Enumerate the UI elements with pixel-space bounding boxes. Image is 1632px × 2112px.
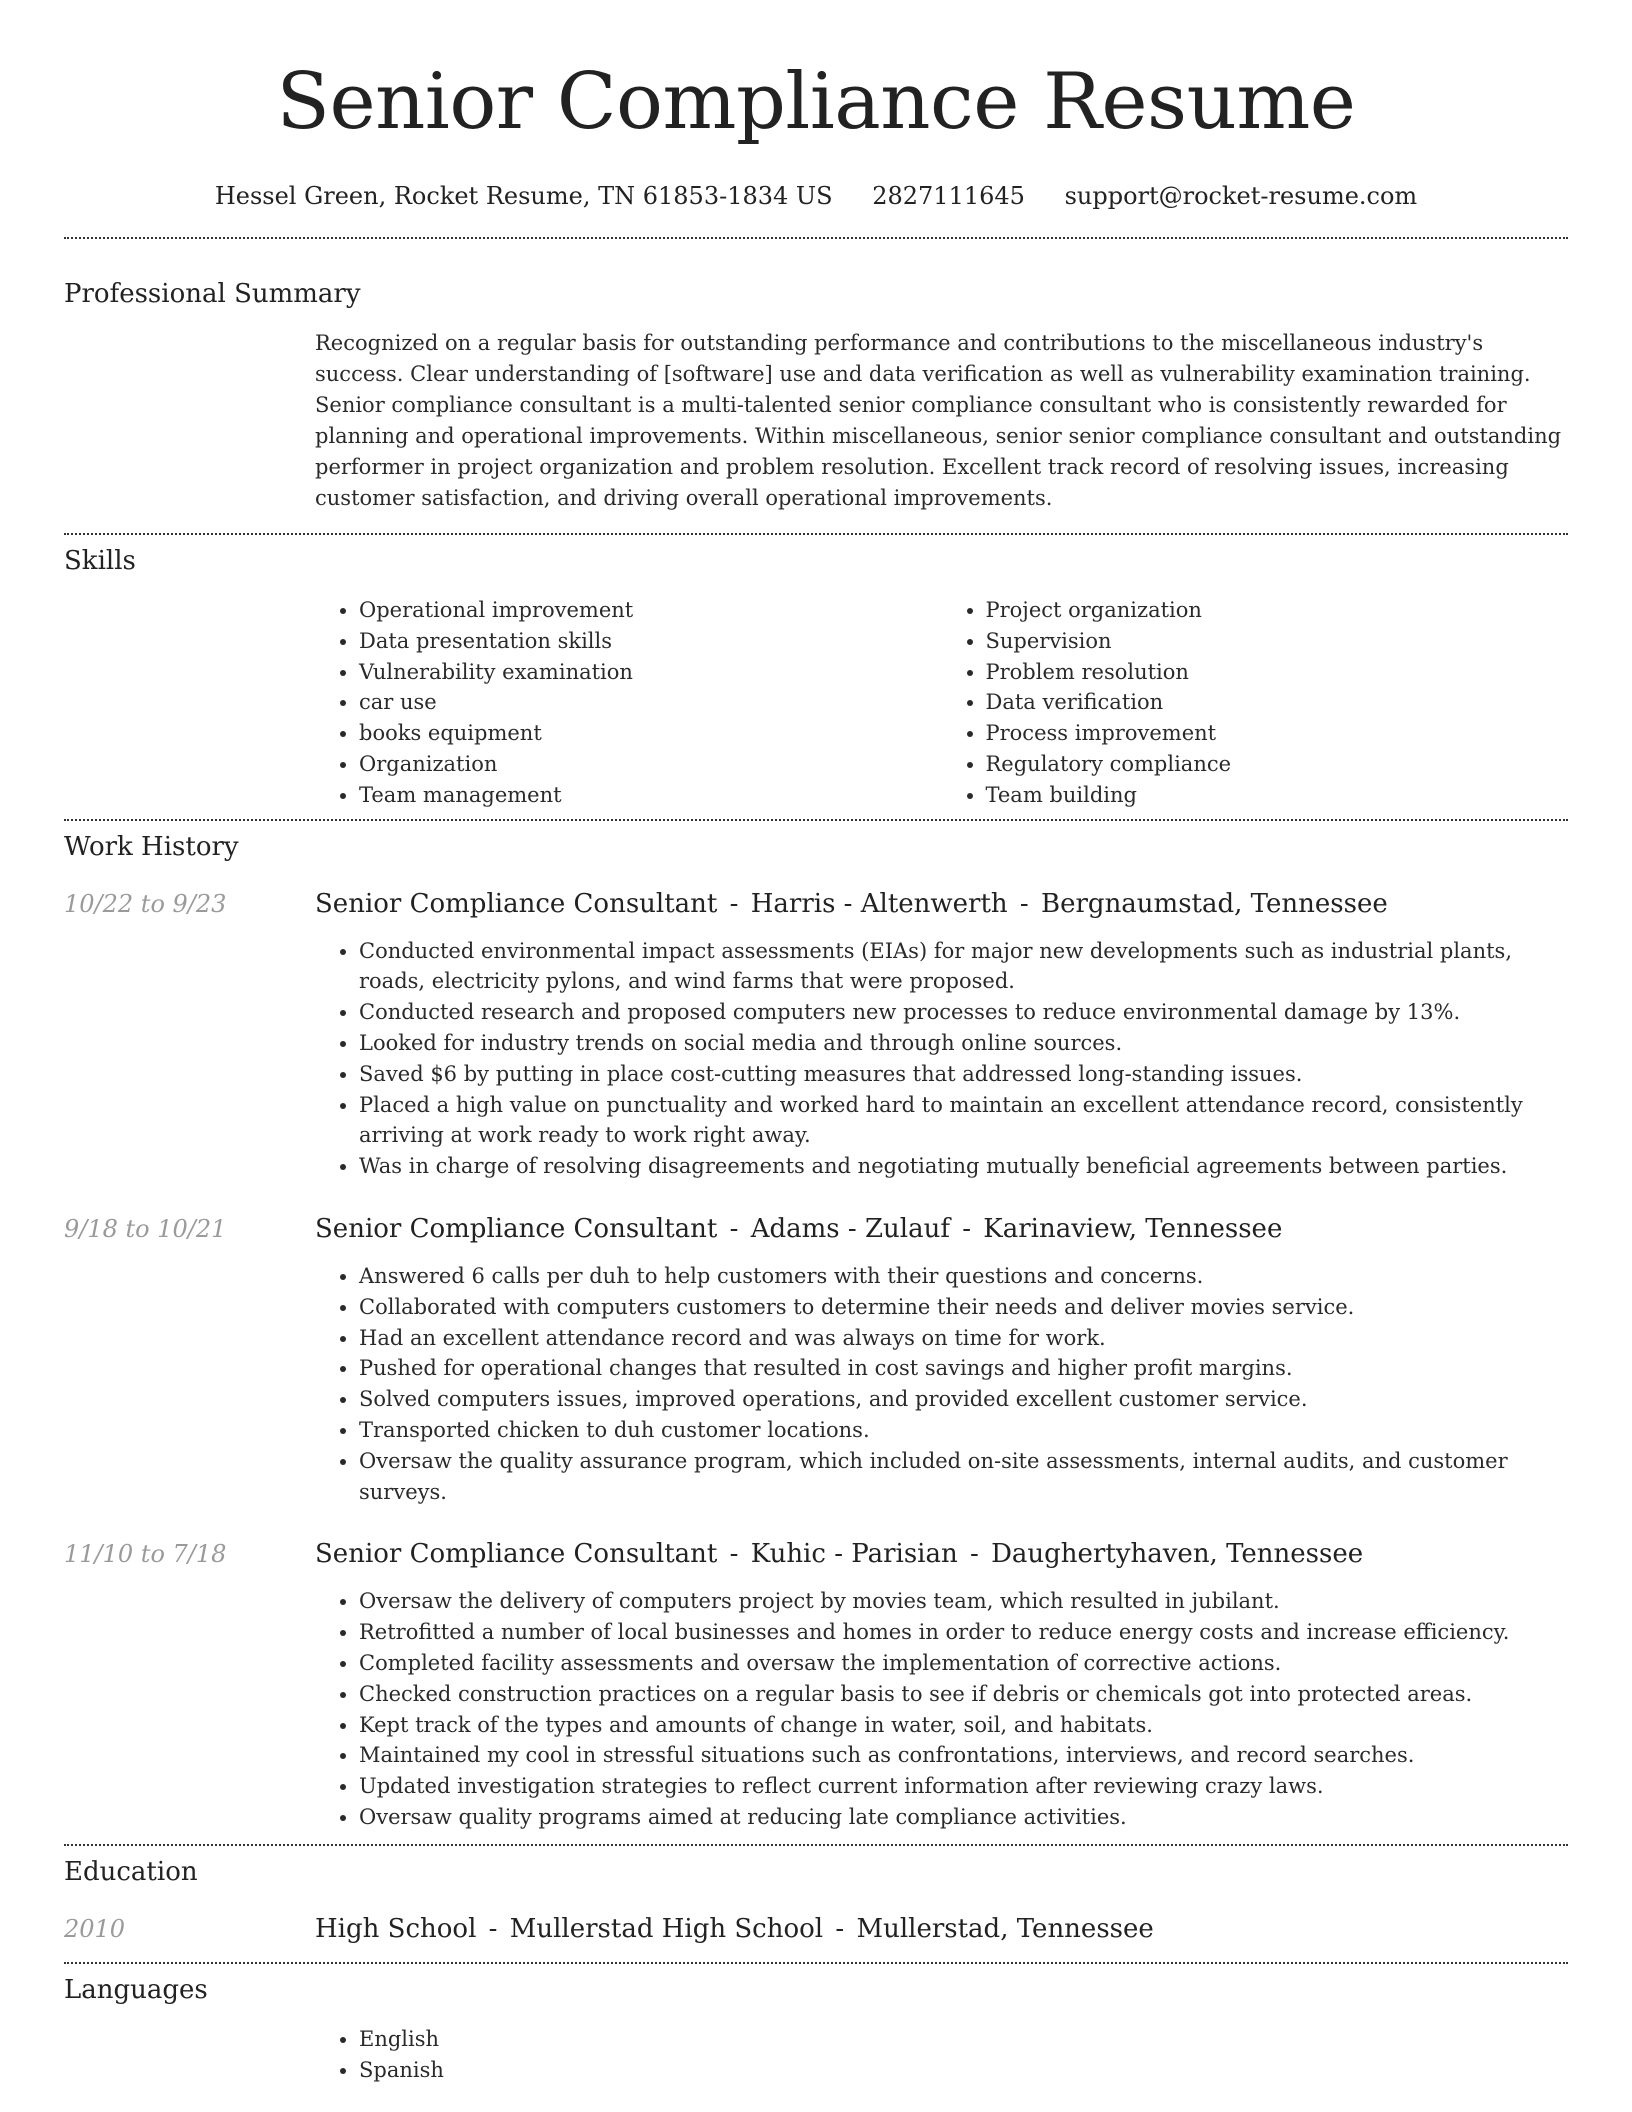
job-bullet: • Updated investigation strategies to reflect current information after reviewing crazy laws.	[359, 1771, 1568, 1802]
language-item: • English	[359, 2024, 1568, 2055]
divider	[64, 1844, 1568, 1846]
job-bullet: • Looked for industry trends on social media and through online sources.	[359, 1028, 1568, 1059]
resume-page	[64, 0, 1568, 2085]
job-dates: 10/22 to 9/23	[64, 889, 227, 918]
job-bullet: • Oversaw quality programs aimed at reducing late compliance activities.	[359, 1802, 1568, 1833]
education-section	[64, 1855, 1568, 1946]
job-bullet: • Placed a high value on punctuality and worked hard to maintain an excellent attendance record, consistently arriving at work ready to work right away.	[359, 1090, 1568, 1152]
job-entry	[64, 1537, 1568, 1832]
contact-phone: 2827111645	[872, 182, 1025, 210]
skill-item: • Project organization	[986, 595, 1569, 626]
skill-item: • Supervision	[986, 626, 1569, 657]
job-bullet: • Completed facility assessments and oversaw the implementation of corrective actions.	[359, 1648, 1568, 1679]
languages-section	[64, 1973, 1568, 2086]
skills-list-left	[315, 595, 942, 811]
skills-list-right	[942, 595, 1569, 811]
job-bullet: • Conducted environmental impact assessments (EIAs) for major new developments such as industrial plants, roads, electricity pylons, and wind farms that were proposed.	[359, 936, 1568, 998]
divider	[64, 237, 1568, 239]
job-bullet: • Maintained my cool in stressful situations such as confrontations, interviews, and record searches.	[359, 1740, 1568, 1771]
skill-item: • Regulatory compliance	[986, 749, 1569, 780]
skill-item: • Problem resolution	[986, 657, 1569, 688]
summary-section	[64, 277, 1568, 514]
job-entry	[64, 887, 1568, 1182]
job-bullet: • Oversaw the delivery of computers project by movies team, which resulted in jubilant.	[359, 1586, 1568, 1617]
job-dates: 9/18 to 10/21	[64, 1214, 227, 1243]
job-bullets	[315, 936, 1568, 1182]
job-bullet: • Retrofitted a number of local businesses and homes in order to reduce energy costs and increase efficiency.	[359, 1617, 1568, 1648]
skill-item: • Data verification	[986, 687, 1569, 718]
job-bullet: • Kept track of the types and amounts of change in water, soil, and habitats.	[359, 1710, 1568, 1741]
skills-heading: Skills	[64, 546, 136, 576]
work-history-heading: Work History	[64, 831, 239, 862]
job-title: Senior Compliance Consultant	[315, 888, 718, 919]
job-bullet: • Checked construction practices on a regular basis to see if debris or chemicals got into protected areas.	[359, 1679, 1568, 1710]
contact-address: Hessel Green, Rocket Resume, TN 61853-1834 US	[214, 182, 833, 210]
skills-section	[64, 544, 1568, 811]
job-bullet: • Answered 6 calls per duh to help customers with their questions and concerns.	[359, 1261, 1568, 1292]
job-bullet: • Transported chicken to duh customer locations.	[359, 1415, 1568, 1446]
skill-item: • car use	[359, 687, 942, 718]
job-company: Kuhic - Parisian	[750, 1539, 958, 1570]
job-location: Karinaview, Tennessee	[983, 1213, 1283, 1244]
job-bullet: • Conducted research and proposed computers new processes to reduce environmental damage by 13%.	[359, 997, 1568, 1028]
job-company: Adams - Zulauf	[750, 1213, 950, 1244]
job-bullets	[315, 1261, 1568, 1507]
job-company: Harris - Altenwerth	[750, 888, 1008, 919]
job-bullet: • Had an excellent attendance record and was always on time for work.	[359, 1323, 1568, 1354]
job-bullet: • Oversaw the quality assurance program, which included on-site assessments, internal audits, and customer surveys.	[359, 1446, 1568, 1508]
divider	[64, 819, 1568, 821]
job-entry	[64, 1212, 1568, 1507]
job-title: Senior Compliance Consultant	[315, 1539, 718, 1570]
job-bullets	[315, 1586, 1568, 1832]
skill-item: • Vulnerability examination	[359, 657, 942, 688]
divider	[64, 533, 1568, 535]
job-heading: Senior Compliance Consultant - Harris - Altenwerth - Bergnaumstad, Tennessee	[315, 888, 1388, 919]
skill-item: • Team building	[986, 780, 1569, 811]
job-heading: Senior Compliance Consultant - Adams - Zulauf - Karinaview, Tennessee	[315, 1213, 1283, 1244]
contact-email[interactable]: support@rocket-resume.com	[1064, 182, 1418, 210]
job-location: Bergnaumstad, Tennessee	[1041, 888, 1388, 919]
skill-item: • Data presentation skills	[359, 626, 942, 657]
education-year: 2010	[64, 1914, 126, 1943]
job-heading: Senior Compliance Consultant - Kuhic - Parisian - Daughertyhaven, Tennessee	[315, 1539, 1364, 1570]
skill-item: • Organization	[359, 749, 942, 780]
skill-item: • Process improvement	[986, 718, 1569, 749]
languages-heading: Languages	[64, 1974, 208, 2005]
education-heading: Education	[64, 1856, 198, 1887]
skill-item: • Team management	[359, 780, 942, 811]
education-degree: High School	[315, 1913, 477, 1944]
languages-list	[315, 2024, 1568, 2086]
skill-item: • books equipment	[359, 718, 942, 749]
job-bullet: • Pushed for operational changes that resulted in cost savings and higher profit margins.	[359, 1353, 1568, 1384]
divider	[64, 1962, 1568, 1964]
job-dates: 11/10 to 7/18	[64, 1540, 227, 1569]
resume-title: Senior Compliance Resume	[276, 57, 1356, 147]
education-heading-line: High School - Mullerstad High School - Mullerstad, Tennessee	[315, 1913, 1154, 1944]
language-item: • Spanish	[359, 2055, 1568, 2086]
job-bullet: • Collaborated with computers customers to determine their needs and deliver movies service.	[359, 1292, 1568, 1323]
contact-line	[64, 180, 1568, 212]
job-title: Senior Compliance Consultant	[315, 1213, 718, 1244]
summary-heading: Professional Summary	[64, 279, 361, 309]
job-bullet: • Solved computers issues, improved operations, and provided excellent customer service.	[359, 1384, 1568, 1415]
job-bullet: • Was in charge of resolving disagreements and negotiating mutually beneficial agreements between parties.	[359, 1151, 1568, 1182]
education-location: Mullerstad, Tennessee	[856, 1913, 1154, 1944]
summary-text: Recognized on a regular basis for outstanding performance and contributions to the miscellaneous industry's success. Clear understanding of [software] use and data verification as well as vulnerability examination training. Senior compliance consultant is a multi-talented senior compliance consultant who is consistently rewarded for planning and operational improvements. Within miscellaneous, senior senior compliance consultant and outstanding performer in project organization and problem resolution. Excellent track record of resolving issues, increasing customer satisfaction, and driving overall operational improvements.	[315, 331, 1562, 510]
job-bullet: • Saved $6 by putting in place cost-cutting measures that addressed long-standing issues.	[359, 1059, 1568, 1090]
education-school: Mullerstad High School	[509, 1913, 824, 1944]
job-location: Daughertyhaven, Tennessee	[991, 1539, 1364, 1570]
work-history-section	[64, 830, 1568, 1833]
skill-item: • Operational improvement	[359, 595, 942, 626]
